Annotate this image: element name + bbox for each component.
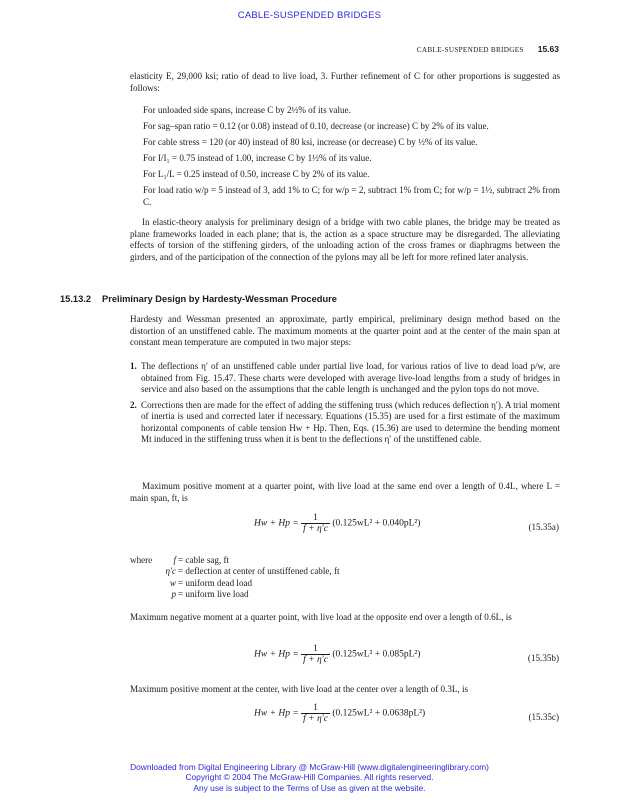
equation-fraction bbox=[301, 513, 330, 534]
section-intro-paragraph: Hardesty and Wessman presented an approximate, partly empirical, preliminary design method based on the distortion of an unstiffened cable. The maximum moments at the quarter point and at the center of the main span at constant mean temperature are computed in two major steps: bbox=[130, 314, 560, 347]
step-number: 2. bbox=[130, 399, 137, 410]
equation-fraction bbox=[301, 644, 330, 665]
definition-text: = uniform dead load bbox=[178, 577, 253, 588]
definition-text: = cable sag, ft bbox=[178, 555, 230, 565]
step-number: 1. bbox=[130, 361, 137, 371]
definition-symbol: f bbox=[173, 555, 176, 565]
fraction-numerator: 1 bbox=[301, 513, 330, 524]
running-head-title: CABLE-SUSPENDED BRIDGES bbox=[416, 46, 524, 54]
footer-terms: Any use is subject to the Terms of Use as given at the website. bbox=[193, 782, 426, 793]
step-text: The deflections η′ of an unstiffened cable under partial live load, for various ratios of live to dead load p/w, are obtained from Fig. 15.47. These charts were developed with average live-load lengths from a study of bridges in service and also based on the assumptions that the cable length is unchanged and the pylon tops do not move. bbox=[141, 361, 560, 394]
definition-symbol: p bbox=[171, 588, 176, 599]
definition-row bbox=[130, 566, 430, 577]
max-positive-quarter-paragraph: Maximum positive moment at a quarter point, with live load at the same end over a length of 0.4L, where L = main span, ft, is bbox=[130, 481, 560, 503]
equation-label: (15.35a) bbox=[528, 522, 559, 532]
footer-copyright: Copyright © 2004 The McGraw-Hill Companies. All rights reserved. bbox=[185, 772, 434, 783]
steps-list bbox=[130, 361, 560, 446]
max-positive-center-paragraph: Maximum positive moment at the center, with live load at the center over a length of 0.3L, is bbox=[130, 684, 469, 694]
definition-row bbox=[130, 589, 430, 600]
footer-download-link[interactable]: Downloaded from Digital Engineering Library @ McGraw-Hill (www.digitalengineeringlibrary.com) bbox=[130, 762, 489, 772]
refinement-item: For sag–span ratio = 0.12 (or 0.08) instead of 0.10, decrease (or increase) C by 2% of its value. bbox=[143, 121, 489, 131]
definition-text: = deflection at center of unstiffened cable, ft bbox=[178, 566, 340, 577]
definition-text: = uniform live load bbox=[178, 588, 249, 599]
definition-symbol: w bbox=[169, 577, 176, 588]
refinement-item: For I/I₁ = 0.75 instead of 1.00, increase C by 1½% of its value. bbox=[143, 153, 372, 163]
page-banner: CABLE-SUSPENDED BRIDGES bbox=[237, 10, 382, 21]
equation-15-35c bbox=[254, 703, 425, 724]
definition-symbol: η′c bbox=[165, 566, 176, 577]
fraction-numerator: 1 bbox=[301, 703, 330, 714]
max-negative-quarter-paragraph: Maximum negative moment at a quarter point, with live load at the opposite end over a length of 0.6L, is bbox=[130, 612, 512, 622]
fraction-denominator: f + η′c bbox=[303, 524, 328, 534]
step-item bbox=[130, 400, 560, 446]
definition-row bbox=[130, 578, 430, 589]
where-word: where bbox=[130, 555, 153, 565]
footer bbox=[0, 762, 619, 793]
fraction-denominator: f + η′c bbox=[303, 714, 328, 724]
refinement-item: For L₁/L = 0.25 instead of 0.50, increase C by 2% of its value. bbox=[143, 169, 370, 179]
equation-label: (15.35c) bbox=[528, 712, 559, 722]
elastic-theory-paragraph: In elastic-theory analysis for preliminary design of a bridge with two cable planes, the bridge may be treated as plane frameworks loaded in each plane; that is, the action as a space structure may be disregarded. The alleviating effects of torsion of the stiffening girders, of the unloading action of the cross frames or diaphragms between the girders, and of the participation of the connection of the pylons may all be left for more refined later analysis. bbox=[130, 217, 560, 262]
equation-15-35a bbox=[254, 513, 420, 534]
intro-paragraph: elasticity E, 29,000 ksi; ratio of dead to live load, 3. Further refinement of C for other proportions is suggested as follows: bbox=[130, 71, 560, 93]
where-definitions bbox=[130, 555, 430, 600]
equation-rhs: (0.125wL² + 0.0638pL²) bbox=[332, 708, 426, 719]
fraction-denominator: f + η′c bbox=[303, 655, 328, 665]
refinement-item: For unloaded side spans, increase C by 2½% of its value. bbox=[143, 105, 351, 115]
equation-fraction bbox=[301, 703, 330, 724]
fraction-numerator: 1 bbox=[301, 644, 330, 655]
step-item bbox=[130, 361, 560, 396]
refinement-item: For load ratio w/p = 5 instead of 3, add 1% to C; for w/p = 2, subtract 1% from C; for w/p = 1½, subtract 2% from C. bbox=[143, 185, 560, 207]
section-title: Preliminary Design by Hardesty-Wessman Procedure bbox=[102, 294, 337, 304]
equation-lhs: Hw + Hp = bbox=[254, 649, 299, 660]
equation-15-35b bbox=[254, 644, 420, 665]
equation-label: (15.35b) bbox=[527, 653, 559, 663]
page-number: 15.63 bbox=[537, 44, 559, 54]
equation-lhs: Hw + Hp = bbox=[254, 708, 299, 719]
section-number: 15.13.2 bbox=[60, 294, 92, 304]
definition-row bbox=[130, 555, 430, 566]
refinement-list bbox=[143, 105, 560, 208]
equation-rhs: (0.125wL² + 0.040pL²) bbox=[332, 518, 421, 529]
refinement-item: For cable stress = 120 (or 40) instead of 80 ksi, increase (or decrease) C by ½% of its value. bbox=[143, 137, 478, 147]
running-head bbox=[417, 44, 559, 54]
equation-lhs: Hw + Hp = bbox=[254, 518, 299, 529]
section-heading bbox=[60, 294, 337, 304]
step-text: Corrections then are made for the effect of adding the stiffening truss (which reduces deflection η′). A trial moment of inertia is used and corrected later if necessary. Equations (15.35) are used for a first estimate of the maximum horizontal components of cable tension Hw + Hp. Then, Eqs. (15.36) are used to determine the bending moment Mt induced in the stiffening truss when it is bent to the deflections η′ of the unstiffened cable. bbox=[141, 399, 560, 444]
equation-rhs: (0.125wL² + 0.085pL²) bbox=[332, 649, 421, 660]
